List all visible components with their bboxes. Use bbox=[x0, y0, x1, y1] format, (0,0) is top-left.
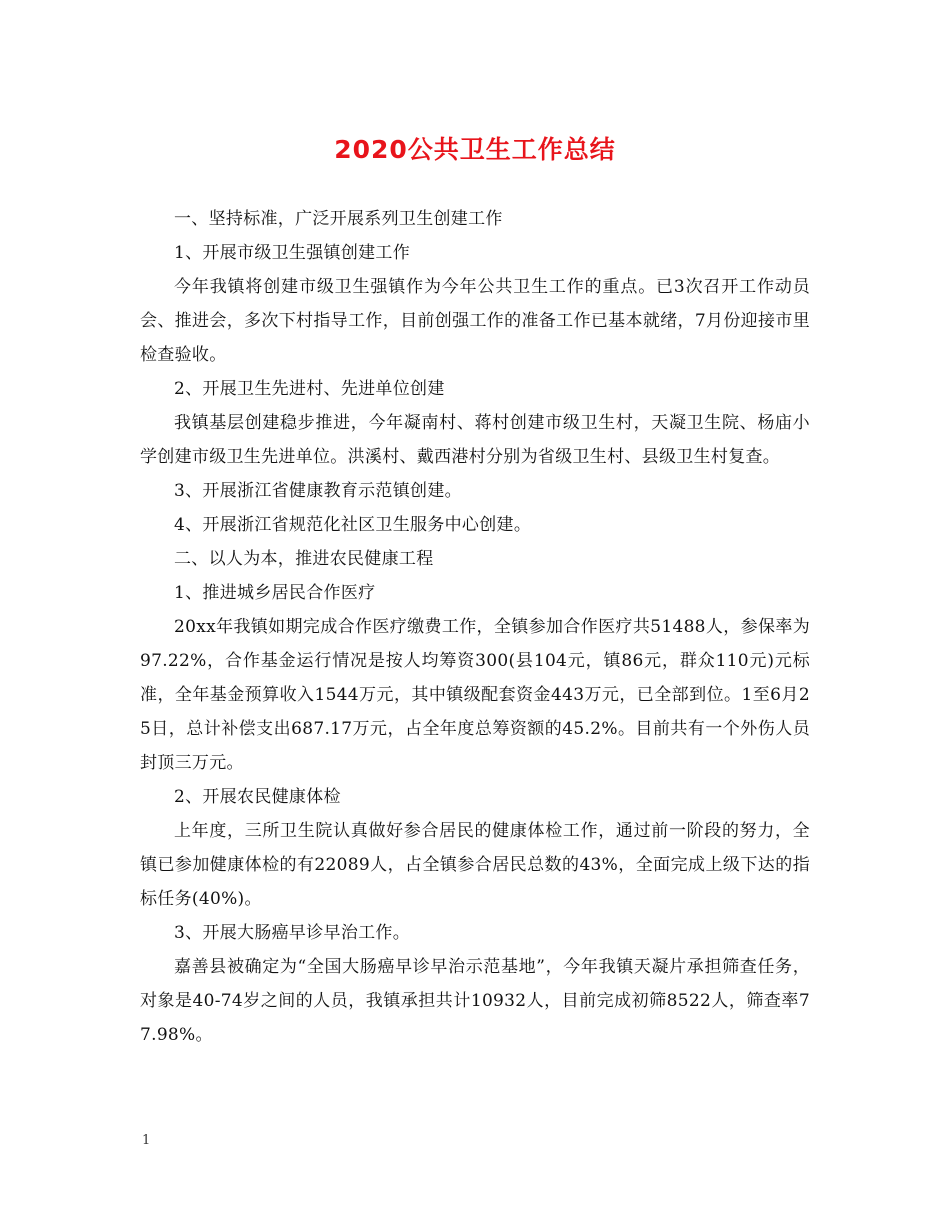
section-heading-1: 一、坚持标准，广泛开展系列卫生创建工作 bbox=[174, 209, 503, 229]
subsection-heading-1-4: 4、开展浙江省规范化社区卫生服务中心创建。 bbox=[174, 515, 532, 535]
subsection-heading-2-2: 2、开展农民健康体检 bbox=[174, 787, 341, 807]
paragraph-1-2: 我镇基层创建稳步推进，今年凝南村、蒋村创建市级卫生村，天凝卫生院、杨庙小学创建市级卫生先进单位。洪溪村、戴西港村分别为省级卫生村、县级卫生村复查。 bbox=[140, 413, 810, 467]
document-body bbox=[140, 202, 810, 1052]
subsection-heading-1-2: 2、开展卫生先进村、先进单位创建 bbox=[174, 379, 445, 399]
paragraph-2-2: 上年度，三所卫生院认真做好参合居民的健康体检工作，通过前一阶段的努力，全镇已参加健康体检的有22089人，占全镇参合居民总数的43%，全面完成上级下达的指标任务(40%)。 bbox=[140, 821, 810, 909]
page-number: 1 bbox=[142, 1133, 151, 1148]
subsection-heading-2-3: 3、开展大肠癌早诊早治工作。 bbox=[174, 923, 411, 943]
subsection-heading-1-3: 3、开展浙江省健康教育示范镇创建。 bbox=[174, 481, 462, 501]
subsection-heading-2-1: 1、推进城乡居民合作医疗 bbox=[174, 583, 376, 603]
document-title: 2020公共卫生工作总结 bbox=[334, 135, 616, 164]
subsection-heading-1-1: 1、开展市级卫生强镇创建工作 bbox=[174, 243, 411, 263]
paragraph-1-1: 今年我镇将创建市级卫生强镇作为今年公共卫生工作的重点。已3次召开工作动员会、推进会，多次下村指导工作，目前创强工作的准备工作已基本就绪，7月份迎接市里检查验收。 bbox=[140, 277, 810, 365]
paragraph-2-1: 20xx年我镇如期完成合作医疗缴费工作，全镇参加合作医疗共51488人，参保率为97.22%，合作基金运行情况是按人均筹资300(县104元，镇86元，群众110元)元标准，全年基金预算收入1544万元，其中镇级配套资金443万元，已全部到位。1至6月25日，总计补偿支出687.17万元，占全年度总筹资额的45.2%。目前共有一个外伤人员封顶三万元。 bbox=[140, 617, 810, 773]
section-heading-2: 二、以人为本，推进农民健康工程 bbox=[174, 549, 434, 569]
paragraph-2-3: 嘉善县被确定为“全国大肠癌早诊早治示范基地”，今年我镇天凝片承担筛查任务，对象是40-74岁之间的人员，我镇承担共计10932人，目前完成初筛8522人，筛查率77.98%。 bbox=[140, 957, 810, 1045]
